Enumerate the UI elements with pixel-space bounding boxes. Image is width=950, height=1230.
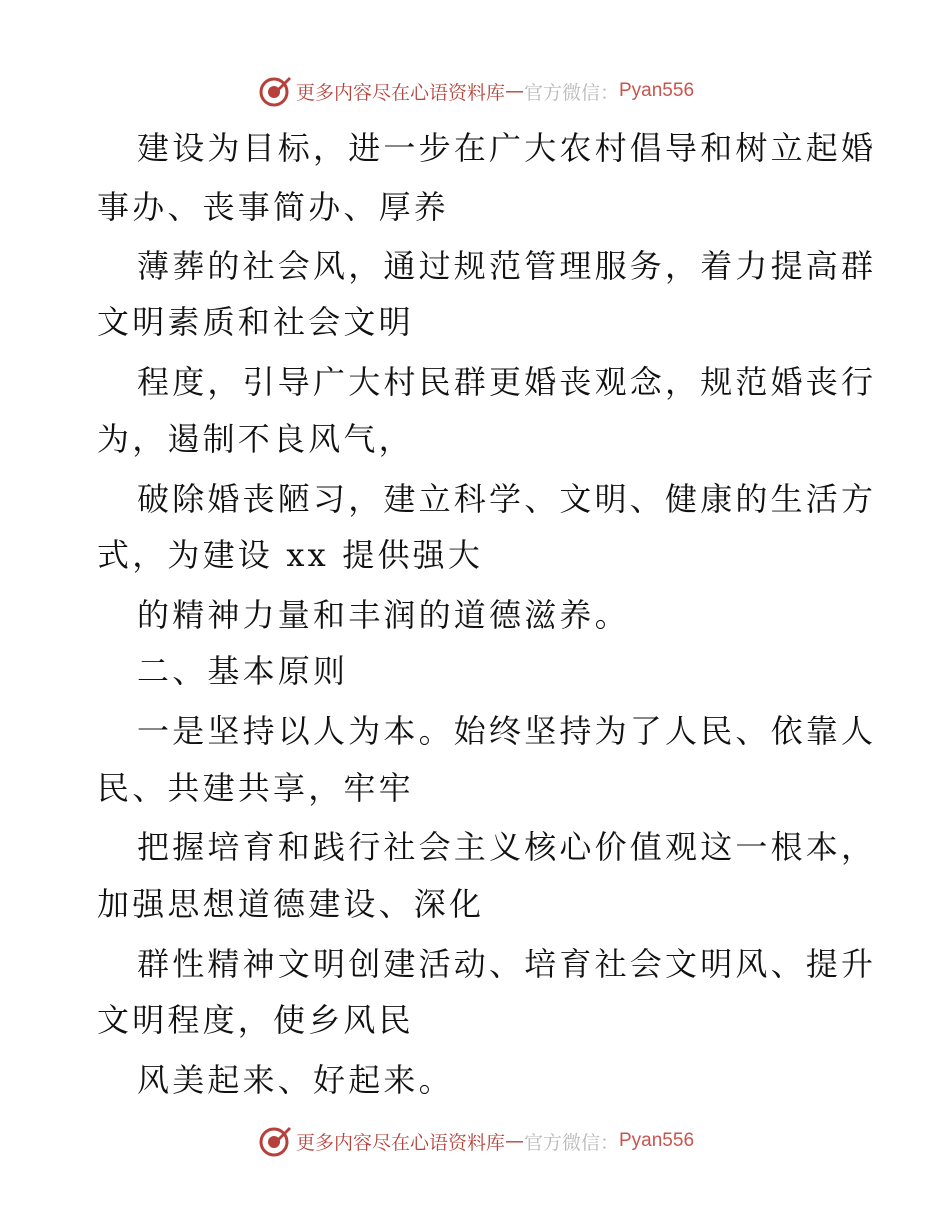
- text-line: 式，为建设 xx 提供强大: [97, 536, 484, 574]
- watermark-text: 更多内容尽在心语资料库: [295, 81, 505, 104]
- text-line: 文明程度，使乡风民: [97, 1001, 414, 1039]
- watermark-wechat-id: Pyan556: [619, 80, 695, 101]
- text-line: 一是坚持以人为本。始终坚持为了人民、依靠人: [137, 712, 877, 750]
- text-line: 群性精神文明创建活动、培育社会文明风、提升: [137, 945, 877, 983]
- text-line: 民、共建共享，牢牢: [97, 769, 414, 807]
- text-line: 建设为目标，进一步在广大农村倡导和树立起婚: [137, 129, 877, 167]
- text-line: 薄葬的社会风，通过规范管理服务，着力提高群: [137, 247, 877, 285]
- watermark-wechat-id: Pyan556: [619, 1130, 695, 1151]
- watermark-dash: —: [504, 1130, 524, 1152]
- footer-watermark: [0, 1121, 950, 1161]
- text-line: 把握培育和践行社会主义核心价值观这一根本，: [137, 828, 877, 866]
- logo-icon: [256, 73, 292, 109]
- header-watermark: [0, 71, 950, 111]
- watermark-dash: —: [504, 80, 524, 102]
- text-line: 为，遏制不良风气，: [97, 420, 414, 458]
- text-line: 破除婚丧陋习，建立科学、文明、健康的生活方: [137, 480, 877, 518]
- watermark-wechat-label: 官方微信：: [523, 1131, 619, 1154]
- watermark-text: 更多内容尽在心语资料库: [295, 1131, 505, 1154]
- logo-icon: [256, 1123, 292, 1159]
- watermark-wechat-label: 官方微信：: [523, 81, 619, 104]
- text-line: 风美起来、好起来。: [137, 1061, 454, 1099]
- text-line: 的精神力量和丰润的道德滋养。: [137, 596, 630, 634]
- text-line: 事办、丧事简办、厚养: [97, 188, 450, 226]
- text-line: 程度，引导广大村民群更婚丧观念，规范婚丧行: [137, 363, 877, 401]
- section-heading: 二、基本原则: [137, 652, 349, 690]
- text-line: 加强思想道德建设、深化: [97, 885, 485, 923]
- text-line: 文明素质和社会文明: [97, 303, 414, 341]
